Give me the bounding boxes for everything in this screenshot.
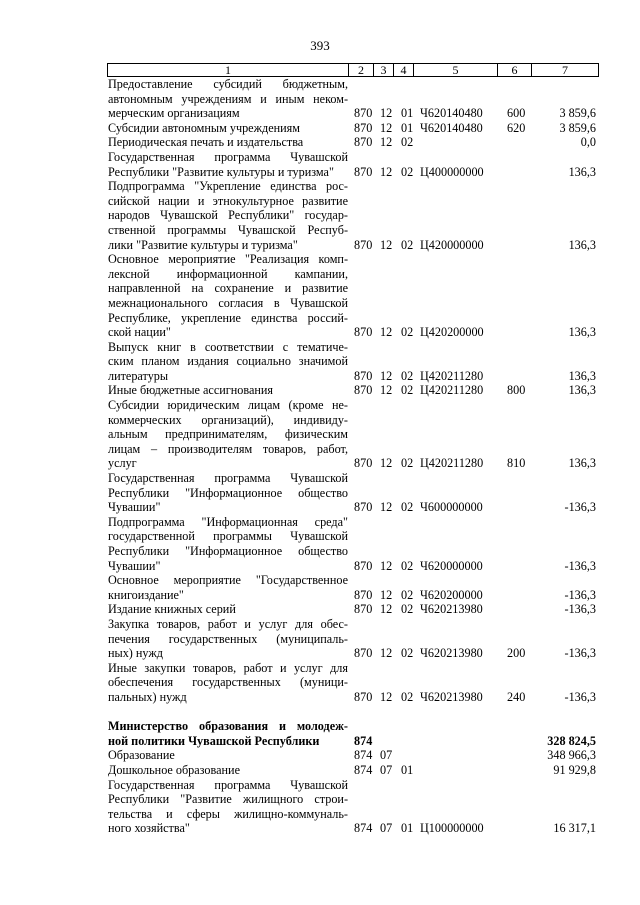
budget-table-body <box>108 77 598 836</box>
amount: -136,3 <box>564 646 596 661</box>
row-codes <box>108 325 598 340</box>
description-line: народов Чувашской Республики" государ- <box>108 208 348 223</box>
description-line: ного хозяйства" <box>108 821 190 836</box>
ministry-code: 870 <box>354 456 373 471</box>
section-code: 07 <box>380 821 393 836</box>
column-header-5: 5 <box>414 64 498 77</box>
description-line: ной политики Чувашской Республики <box>108 733 320 748</box>
ministry-code: 870 <box>354 383 373 398</box>
table-row <box>108 121 598 136</box>
ministry-code: 870 <box>354 646 373 661</box>
target-article-code: Ч620213980 <box>420 646 483 661</box>
subsection-code: 02 <box>401 164 414 179</box>
description-line: сийской нации и этнокультурное развитие <box>108 193 348 208</box>
target-article-code: Ц420200000 <box>420 325 484 340</box>
expense-type-code: 240 <box>507 689 526 704</box>
ministry-code: 874 <box>354 762 373 777</box>
amount: 348 966,3 <box>547 748 596 763</box>
description-line: Периодическая печать и издательства <box>108 135 304 150</box>
ministry-code: 874 <box>354 821 373 836</box>
subsection-code: 02 <box>401 383 414 398</box>
target-article-code: Ц420211280 <box>420 383 484 398</box>
column-header-3: 3 <box>374 64 394 77</box>
description-line: альным предпринимателям, физическим <box>108 427 348 442</box>
description-line: Подпрограмма "Укрепление единства рос- <box>108 179 348 194</box>
ministry-code: 870 <box>354 587 373 602</box>
target-article-code: Ч620140480 <box>420 120 483 135</box>
section-code: 12 <box>380 237 393 252</box>
description-line: тельства и сферы жилищно-коммуналь- <box>108 806 348 821</box>
table-row <box>108 602 598 617</box>
row-codes <box>108 559 598 574</box>
target-article-code: Ч620213980 <box>420 689 483 704</box>
row-codes <box>108 106 598 121</box>
description-line: Закупка товаров, работ и услуг для обес- <box>108 616 348 631</box>
expense-type-code: 600 <box>507 106 526 121</box>
row-codes <box>108 748 598 763</box>
amount: 136,3 <box>568 383 596 398</box>
amount: 16 317,1 <box>553 821 596 836</box>
column-header-1: 1 <box>108 64 349 77</box>
section-code: 12 <box>380 120 393 135</box>
table-row <box>108 135 598 150</box>
table-row <box>108 179 598 252</box>
description-line: Республике, укрепление единства россий- <box>108 310 348 325</box>
subsection-code: 02 <box>401 602 414 617</box>
target-article-code: Ч600000000 <box>420 500 483 515</box>
section-code: 12 <box>380 164 393 179</box>
section-code: 12 <box>380 135 393 150</box>
table-row <box>108 778 598 836</box>
amount: 0,0 <box>580 135 596 150</box>
subsection-code: 02 <box>401 135 414 150</box>
amount: 328 824,5 <box>547 733 596 748</box>
ministry-code: 870 <box>354 135 373 150</box>
ministry-code: 874 <box>354 733 373 748</box>
table-row <box>108 763 598 778</box>
column-header-row <box>108 64 599 77</box>
ministry-code: 870 <box>354 500 373 515</box>
section-code: 12 <box>380 325 393 340</box>
subsection-code: 02 <box>401 587 414 602</box>
table-row <box>108 515 598 573</box>
table-row <box>108 340 598 384</box>
ministry-code: 870 <box>354 558 373 573</box>
table-row <box>108 383 598 398</box>
description-line: Субсидии автономным учреждениям <box>108 120 300 135</box>
description-line: ским планом издания социально значимой <box>108 354 348 369</box>
column-header-7: 7 <box>532 64 599 77</box>
description-line: мерческим организациям <box>108 106 240 121</box>
expense-type-code: 200 <box>507 646 526 661</box>
description-line: услуг <box>108 456 137 471</box>
amount: 136,3 <box>568 368 596 383</box>
amount: -136,3 <box>564 587 596 602</box>
ministry-code: 870 <box>354 325 373 340</box>
amount: -136,3 <box>564 500 596 515</box>
target-article-code: Ц420211280 <box>420 368 484 383</box>
description-line: Республики "Информационное общество <box>108 485 348 500</box>
row-codes <box>108 121 598 136</box>
description-line: Министерство образования и молодеж- <box>108 719 348 734</box>
target-article-code: Ц420211280 <box>420 456 484 471</box>
description-line: Подпрограмма "Информационная среда" <box>108 514 348 529</box>
amount: 136,3 <box>568 325 596 340</box>
section-code: 12 <box>380 602 393 617</box>
row-codes <box>108 734 598 749</box>
target-article-code: Ц400000000 <box>420 164 484 179</box>
description-line: Чувашии" <box>108 558 161 573</box>
subsection-code: 01 <box>401 120 414 135</box>
subsection-code: 02 <box>401 558 414 573</box>
subsection-code: 01 <box>401 762 414 777</box>
amount: 3 859,6 <box>559 120 596 135</box>
description-line: пальных) нужд <box>108 689 187 704</box>
description-line: лицам – производителям товаров, работ, <box>108 441 348 456</box>
description-line: Республики "Информационное общество <box>108 544 348 558</box>
row-codes <box>108 588 598 603</box>
row-codes <box>108 456 598 471</box>
ministry-code: 870 <box>354 120 373 135</box>
section-code: 07 <box>380 748 393 763</box>
subsection-code: 01 <box>401 821 414 836</box>
subsection-code: 02 <box>401 689 414 704</box>
table-row <box>108 661 598 705</box>
subsection-code: 02 <box>401 500 414 515</box>
row-codes <box>108 646 598 661</box>
description-line: автономным учреждениям и иным неком- <box>108 91 348 106</box>
row-codes <box>108 369 598 384</box>
expense-type-code: 810 <box>507 456 526 471</box>
column-header-2: 2 <box>349 64 374 77</box>
ministry-code: 870 <box>354 106 373 121</box>
table-row <box>108 748 598 763</box>
amount: 136,3 <box>568 164 596 179</box>
row-codes <box>108 602 598 617</box>
description-line: Издание книжных серий <box>108 602 236 617</box>
description-line: Предоставление субсидий бюджетным, <box>108 77 348 91</box>
row-codes <box>108 383 598 398</box>
row-codes <box>108 165 598 180</box>
table-row <box>108 617 598 661</box>
description-line: лексной информационной кампании, <box>108 266 348 281</box>
subsection-code: 02 <box>401 325 414 340</box>
table-row <box>108 77 598 121</box>
subsection-code: 02 <box>401 646 414 661</box>
page-number: 393 <box>310 38 330 53</box>
table-row <box>108 573 598 602</box>
target-article-code: Ч620000000 <box>420 558 483 573</box>
subsection-code: 02 <box>401 368 414 383</box>
description-line: Республики "Развитие культуры и туризма" <box>108 164 334 179</box>
target-article-code: Ц420000000 <box>420 237 484 252</box>
description-line: Республики "Развитие жилищного строи- <box>108 792 348 807</box>
column-header-table <box>107 63 599 77</box>
description-line: Иные закупки товаров, работ и услуг для <box>108 660 348 675</box>
description-line: Дошкольное образование <box>108 762 240 777</box>
ministry-code: 870 <box>354 602 373 617</box>
amount: -136,3 <box>564 602 596 617</box>
target-article-code: Ч620213980 <box>420 602 483 617</box>
subsection-code: 01 <box>401 106 414 121</box>
section-code: 12 <box>380 106 393 121</box>
amount: -136,3 <box>564 558 596 573</box>
target-article-code: Ц100000000 <box>420 821 484 836</box>
amount: 91 929,8 <box>553 762 596 777</box>
row-codes <box>108 690 598 705</box>
description-line: Государственная программа Чувашской <box>108 777 348 792</box>
amount: 3 859,6 <box>559 106 596 121</box>
ministry-code: 870 <box>354 368 373 383</box>
description-line: печения государственных (муниципаль- <box>108 631 348 646</box>
row-codes <box>108 238 598 253</box>
subsection-code: 02 <box>401 456 414 471</box>
table-row <box>108 719 598 748</box>
row-codes <box>108 500 598 515</box>
table-row <box>108 398 598 471</box>
description-line: книгоиздание" <box>108 587 184 602</box>
description-line: Государственная программа Чувашской <box>108 471 348 486</box>
description-line: ской нации" <box>108 325 171 340</box>
description-line: ственной программы Чувашской Респуб- <box>108 222 348 237</box>
ministry-code: 870 <box>354 237 373 252</box>
amount: 136,3 <box>568 456 596 471</box>
table-row <box>108 150 598 179</box>
table-row <box>108 471 598 515</box>
section-code: 12 <box>380 500 393 515</box>
description-line: Основное мероприятие "Государственное <box>108 573 348 588</box>
row-codes <box>108 763 598 778</box>
description-line: Образование <box>108 748 175 763</box>
description-line: Государственная программа Чувашской <box>108 149 348 164</box>
target-article-code: Ч620200000 <box>420 587 483 602</box>
expense-type-code: 620 <box>507 120 526 135</box>
amount: -136,3 <box>564 689 596 704</box>
expense-type-code: 800 <box>507 383 526 398</box>
description-line: Выпуск книг в соответствии с тематиче- <box>108 339 348 354</box>
ministry-code: 870 <box>354 689 373 704</box>
description-line: Основное мероприятие "Реализация комп- <box>108 252 348 267</box>
row-codes <box>108 821 598 836</box>
section-code: 12 <box>380 646 393 661</box>
description-line: Чувашии" <box>108 500 161 515</box>
amount: 136,3 <box>568 237 596 252</box>
description-line: Иные бюджетные ассигнования <box>108 383 274 398</box>
section-code: 12 <box>380 558 393 573</box>
subsection-code: 02 <box>401 237 414 252</box>
row-codes <box>108 135 598 150</box>
description-line: литературы <box>108 368 169 383</box>
ministry-code: 874 <box>354 748 373 763</box>
description-line: межнационального согласия в Чувашской <box>108 295 348 310</box>
description-line: обеспечения государственных (муници- <box>108 675 348 690</box>
section-code: 12 <box>380 689 393 704</box>
table-row <box>108 252 598 340</box>
section-code: 07 <box>380 762 393 777</box>
description-line: направленной на сохранение и развитие <box>108 281 348 296</box>
description-line: Субсидии юридическим лицам (кроме не- <box>108 398 348 413</box>
description-line: ных) нужд <box>108 646 163 661</box>
section-code: 12 <box>380 368 393 383</box>
section-code: 12 <box>380 587 393 602</box>
description-line: коммерческих организаций), индивиду- <box>108 412 348 427</box>
description-line: государственной программы Чувашской <box>108 529 348 544</box>
description-line: лики "Развитие культуры и туризма" <box>108 237 298 252</box>
section-code: 12 <box>380 383 393 398</box>
column-header-4: 4 <box>394 64 414 77</box>
section-code: 12 <box>380 456 393 471</box>
column-header-6: 6 <box>498 64 532 77</box>
ministry-code: 870 <box>354 164 373 179</box>
target-article-code: Ч620140480 <box>420 106 483 121</box>
